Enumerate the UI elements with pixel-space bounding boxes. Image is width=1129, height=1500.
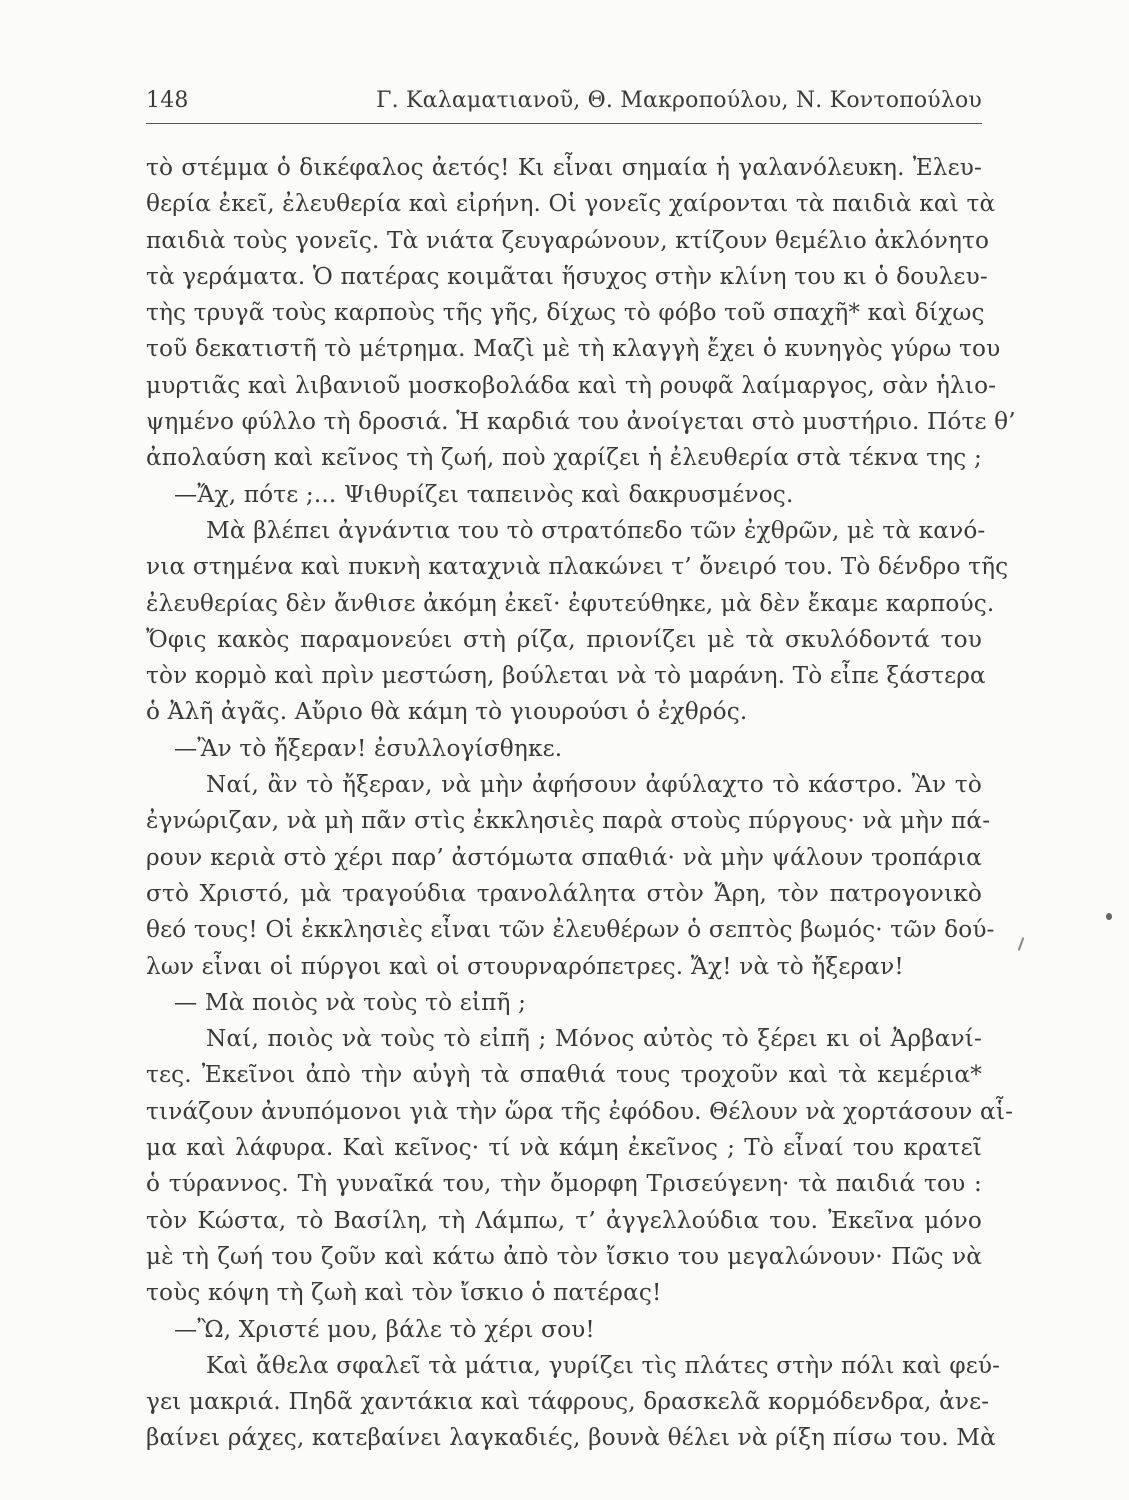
text-line: ἐλευθερίας δὲν ἄνθισε ἀκόμη ἐκεῖ· ἐφυτεύθηκε, μὰ δὲν ἔκαμε καρπούς. xyxy=(146,589,995,617)
text-line: βαίνει ράχες, κατεβαίνει λαγκαδιές, βουνὰ θέλει νὰ ρίξη πίσω του. Μὰ xyxy=(146,1424,996,1452)
text-line: θεό τους! Οἱ ἐκκλησιὲς εἶναι τῶν ἐλευθέρων ὁ σεπτὸς βωμός· τῶν δού- xyxy=(146,916,995,944)
text-line: —Ἂν τὸ ἤξεραν! ἐσυλλογίσθηκε. xyxy=(174,734,563,762)
text-line: μα καὶ λάφυρα. Καὶ κεῖνος· τί νὰ κάμη ἐκεῖνος ; Τὸ εἶναί του κρατεῖ xyxy=(146,1134,982,1162)
text-line: θερία ἐκεῖ, ἐλευθερία καὶ εἰρήνη. Οἱ γονεῖς χαίρονται τὰ παιδιὰ καὶ τὰ xyxy=(146,190,996,218)
text-line: Ναί, ἂν τὸ ἤξεραν, νὰ μὴν ἀφήσουν ἀφύλαχτο τὸ κάστρο. Ἂν τὸ xyxy=(206,771,982,799)
text-line: ἀπολαύση καὶ κεῖνος τὴ ζωή, ποὺ χαρίζει ἡ ἐλευθερία στὰ τέκνα της ; xyxy=(146,444,982,472)
page-number: 148 xyxy=(146,88,189,113)
text-line: τὸ στέμμα ὁ δικέφαλος ἀετός! Κι εἶναι σημαία ἡ γαλανόλευκη. Ἐλευ- xyxy=(146,154,982,181)
text-line: —Ὢ, Χριστέ μου, βάλε τὸ χέρι σου! xyxy=(174,1315,595,1343)
text-line: τὴς τρυγᾶ τοὺς καρποὺς τῆς γῆς, δίχως τὸ φόβο τοῦ σπαχῆ* καὶ δίχως xyxy=(146,299,985,327)
text-line: μυρτιᾶς καὶ λιβανιοῦ μοσκοβολάδα καὶ τὴ ρουφᾶ λαίμαργος, σὰν ἡλιο- xyxy=(146,371,997,399)
text-line: ἐγνώριζαν, νὰ μὴ πᾶν στὶς ἐκκλησιὲς παρὰ στοὺς πύργους· νὰ μὴν πά- xyxy=(146,807,991,835)
header-rule xyxy=(146,123,982,124)
text-line: μὲ τὴ ζωή του ζοῦν καὶ κάτω ἀπὸ τὸν ἴσκιο του μεγαλώνουν· Πῶς νὰ xyxy=(146,1242,982,1270)
margin-speck xyxy=(1106,913,1112,920)
text-line: ὁ τύραννος. Τὴ γυναῖκά του, τὴν ὄμορφη Τρισεύγενη· τὰ παιδιά του : xyxy=(146,1170,982,1198)
text-line: ψημένο φύλλο τὴ δροσιά. Ἡ καρδιά του ἀνοίγεται στὸ μυστήριο. Πότε θ’ xyxy=(146,408,1016,436)
text-line: Καὶ ἄθελα σφαλεῖ τὰ μάτια, γυρίζει τὶς πλάτες στὴν πόλι καὶ φεύ- xyxy=(206,1351,1001,1379)
text-line: στὸ Χριστό, μὰ τραγούδια τρανολάλητα στὸν Ἄρη, τὸν πατρογονικὸ xyxy=(146,879,982,907)
text-line: νια στημένα καὶ πυκνὴ καταχνιὰ πλακώνει τ’ ὄνειρό του. Τὸ δένδρο τῆς xyxy=(146,553,1009,581)
running-header xyxy=(146,88,982,118)
text-line: παιδιὰ τοὺς γονεῖς. Τὰ νιάτα ζευγαρώνουν, κτίζουν θεμέλιο ἀκλόνητο xyxy=(146,226,990,254)
running-title: Γ. Καλαματιανοῦ, Θ. Μακροπούλου, Ν. Κοντοπούλου xyxy=(376,88,982,113)
text-line: Ὄφις κακὸς παραμονεύει στὴ ρίζα, πριονίζει μὲ τὰ σκυλόδοντά του xyxy=(146,625,982,653)
text-line: τὸν κορμὸ καὶ πρὶν μεστώση, βούλεται νὰ τὸ μαράνη. Τὸ εἶπε ξάστερα xyxy=(146,662,986,690)
text-line: —Ἄχ, πότε ;... Ψιθυρίζει ταπεινὸς καὶ δακρυσμένος. xyxy=(174,480,794,508)
body-text xyxy=(146,150,1016,1457)
text-line: τινάζουν ἀνυπόμονοι γιὰ τὴν ὥρα τῆς ἐφόδου. Θέλουν νὰ χορτάσουν αἷ- xyxy=(146,1097,1014,1125)
text-line: Ναί, ποιὸς νὰ τοὺς τὸ εἰπῆ ; Μόνος αὐτὸς τὸ ξέρει κι οἱ Ἀρβανί- xyxy=(206,1025,982,1053)
text-line: ὁ Ἀλῆ ἀγᾶς. Αὔριο θὰ κάμη τὸ γιουρούσι ὁ ἐχθρός. xyxy=(146,698,748,726)
text-line: τὸν Κώστα, τὸ Βασίλη, τὴ Λάμπω, τ’ ἀγγελλούδια του. Ἐκεῖνα μόνο xyxy=(146,1206,982,1234)
text-line: τὰ γεράματα. Ὁ πατέρας κοιμᾶται ἥσυχος στὴν κλίνη του κι ὁ δουλευ- xyxy=(146,262,988,290)
text-line: Μὰ βλέπει ἀγνάντια του τὸ στρατόπεδο τῶν ἐχθρῶν, μὲ τὰ κανό- xyxy=(206,516,986,544)
text-line: — Μὰ ποιὸς νὰ τοὺς τὸ εἰπῆ ; xyxy=(174,988,527,1016)
margin-speck xyxy=(1018,937,1025,951)
text-line: τοῦ δεκατιστῆ τὸ μέτρημα. Μαζὶ μὲ τὴ κλαγγὴ ἔχει ὁ κυνηγὸς γύρω του xyxy=(146,335,1001,363)
text-line: τες. Ἐκεῖνοι ἀπὸ τὴν αὐγὴ τὰ σπαθιά τους τροχοῦν καὶ τὰ κεμέρια* xyxy=(146,1061,982,1089)
text-line: γει μακριά. Πηδᾶ χαντάκια καὶ τάφρους, δρασκελᾶ κορμόδενδρα, ἀνε- xyxy=(146,1388,990,1416)
text-line: ρουν κεριὰ στὸ χέρι παρ’ ἀστόμωτα σπαθιά· νὰ μὴν ψάλουν τροπάρια xyxy=(146,843,982,871)
text-line: τοὺς κόψη τὴ ζωὴ καὶ τὸν ἴσκιο ὁ πατέρας! xyxy=(146,1279,662,1307)
text-line: λων εἶναι οἱ πύργοι καὶ οἱ στουρναρόπετρες. Ἄχ! νὰ τὸ ἤξεραν! xyxy=(146,952,904,980)
